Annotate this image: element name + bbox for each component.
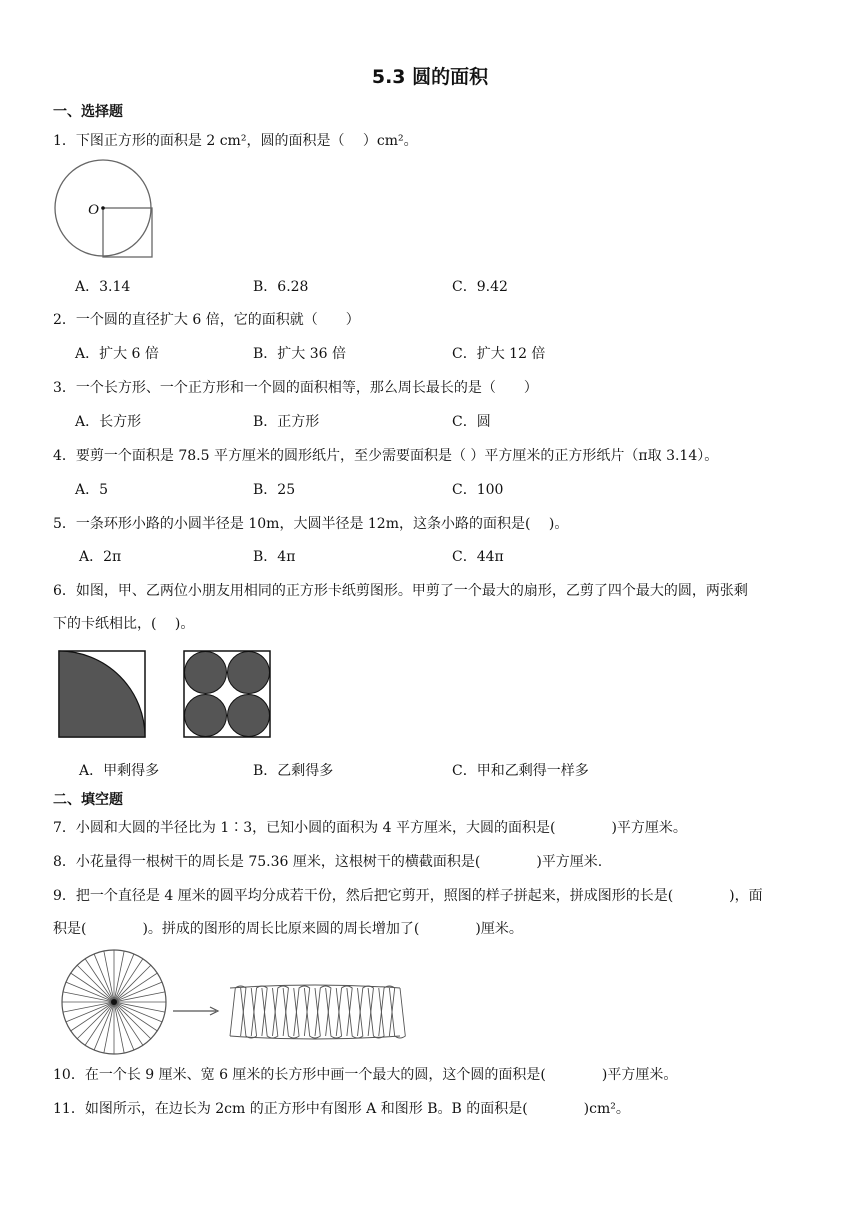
- q1-circle-square-figure: [52, 158, 162, 258]
- question-10: 10．在一个长 9 厘米、宽 6 厘米的长方形中画一个最大的圆，这个圆的面积是( )平方厘米。: [53, 1067, 678, 1083]
- q9-rearranged-strip-figure: [226, 980, 406, 1044]
- q5-option-b[interactable]: B．4π: [253, 549, 296, 565]
- q9-arrow-icon: [172, 1004, 222, 1018]
- question-3: 3．一个长方形、一个正方形和一个圆的面积相等，那么周长最长的是（ ）: [53, 380, 538, 396]
- q1-option-a[interactable]: A．3.14: [75, 279, 131, 295]
- q1-option-b[interactable]: B．6.28: [253, 279, 309, 295]
- q2-option-c[interactable]: C．扩大 12 倍: [452, 346, 546, 362]
- q3-option-a[interactable]: A．长方形: [75, 414, 142, 430]
- question-9-line2: 积是( )。拼成的图形的周长比原来圆的周长增加了( )厘米。: [53, 921, 523, 937]
- strip-sector: [389, 988, 405, 1038]
- question-6-line2: 下的卡纸相比，( )。: [53, 616, 195, 632]
- question-9-line1: 9．把一个直径是 4 厘米的圆平均分成若干份，然后把它剪开，照图的样子拼起来，拼成图形的长是( )，面: [53, 888, 763, 904]
- section-choice: 一、选择题: [53, 104, 123, 120]
- q6-option-b[interactable]: B．乙剩得多: [253, 763, 334, 779]
- question-7: 7．小圆和大圆的半径比为 1∶3，已知小圆的面积为 4 平方厘米，大圆的面积是( )平方厘米。: [53, 820, 687, 836]
- question-1: 1．下图正方形的面积是 2 cm²，圆的面积是（ ）cm²。: [53, 133, 418, 149]
- question-8: 8．小花量得一根树干的周长是 75.36 厘米，这根树干的横截面积是( )平方厘米.: [53, 854, 603, 870]
- q2-option-b[interactable]: B．扩大 36 倍: [253, 346, 347, 362]
- q6-sector-figure: [58, 650, 148, 740]
- q9-divided-circle-figure: [59, 947, 169, 1057]
- q4-option-a[interactable]: A．5: [75, 482, 109, 498]
- question-5: 5．一条环形小路的小圆半径是 10m，大圆半径是 12m，这条小路的面积是( )。: [53, 516, 569, 532]
- q5-option-a[interactable]: A．2π: [79, 549, 122, 565]
- q1-center-label: O: [88, 202, 99, 218]
- q3-option-b[interactable]: B．正方形: [253, 414, 320, 430]
- q6-four-circles-figure: [183, 650, 273, 740]
- question-11: 11．如图所示，在边长为 2cm 的正方形中有图形 A 和图形 B。B 的面积是( )cm²。: [53, 1101, 630, 1117]
- question-4: 4．要剪一个面积是 78.5 平方厘米的圆形纸片，至少需要面积是（ ）平方厘米的正方形纸片（π取 3.14）。: [53, 448, 719, 464]
- q6-option-a[interactable]: A．甲剩得多: [79, 763, 160, 779]
- q5-option-c[interactable]: C．44π: [452, 549, 504, 565]
- q4-option-c[interactable]: C．100: [452, 482, 504, 498]
- q2-option-a[interactable]: A．扩大 6 倍: [75, 346, 159, 362]
- section-fill: 二、填空题: [53, 792, 123, 808]
- page-title: 5.3 圆的面积: [371, 66, 489, 88]
- q4-option-b[interactable]: B．25: [253, 482, 296, 498]
- q1-option-c[interactable]: C．9.42: [452, 279, 508, 295]
- question-6-line1: 6．如图，甲、乙两位小朋友用相同的正方形卡纸剪图形。甲剪了一个最大的扇形，乙剪了四个最大的圆，两张剩: [53, 583, 748, 599]
- q6-option-c[interactable]: C．甲和乙剩得一样多: [452, 763, 589, 779]
- question-2: 2．一个圆的直径扩大 6 倍，它的面积就（ ）: [53, 312, 360, 328]
- q3-option-c[interactable]: C．圆: [452, 414, 491, 430]
